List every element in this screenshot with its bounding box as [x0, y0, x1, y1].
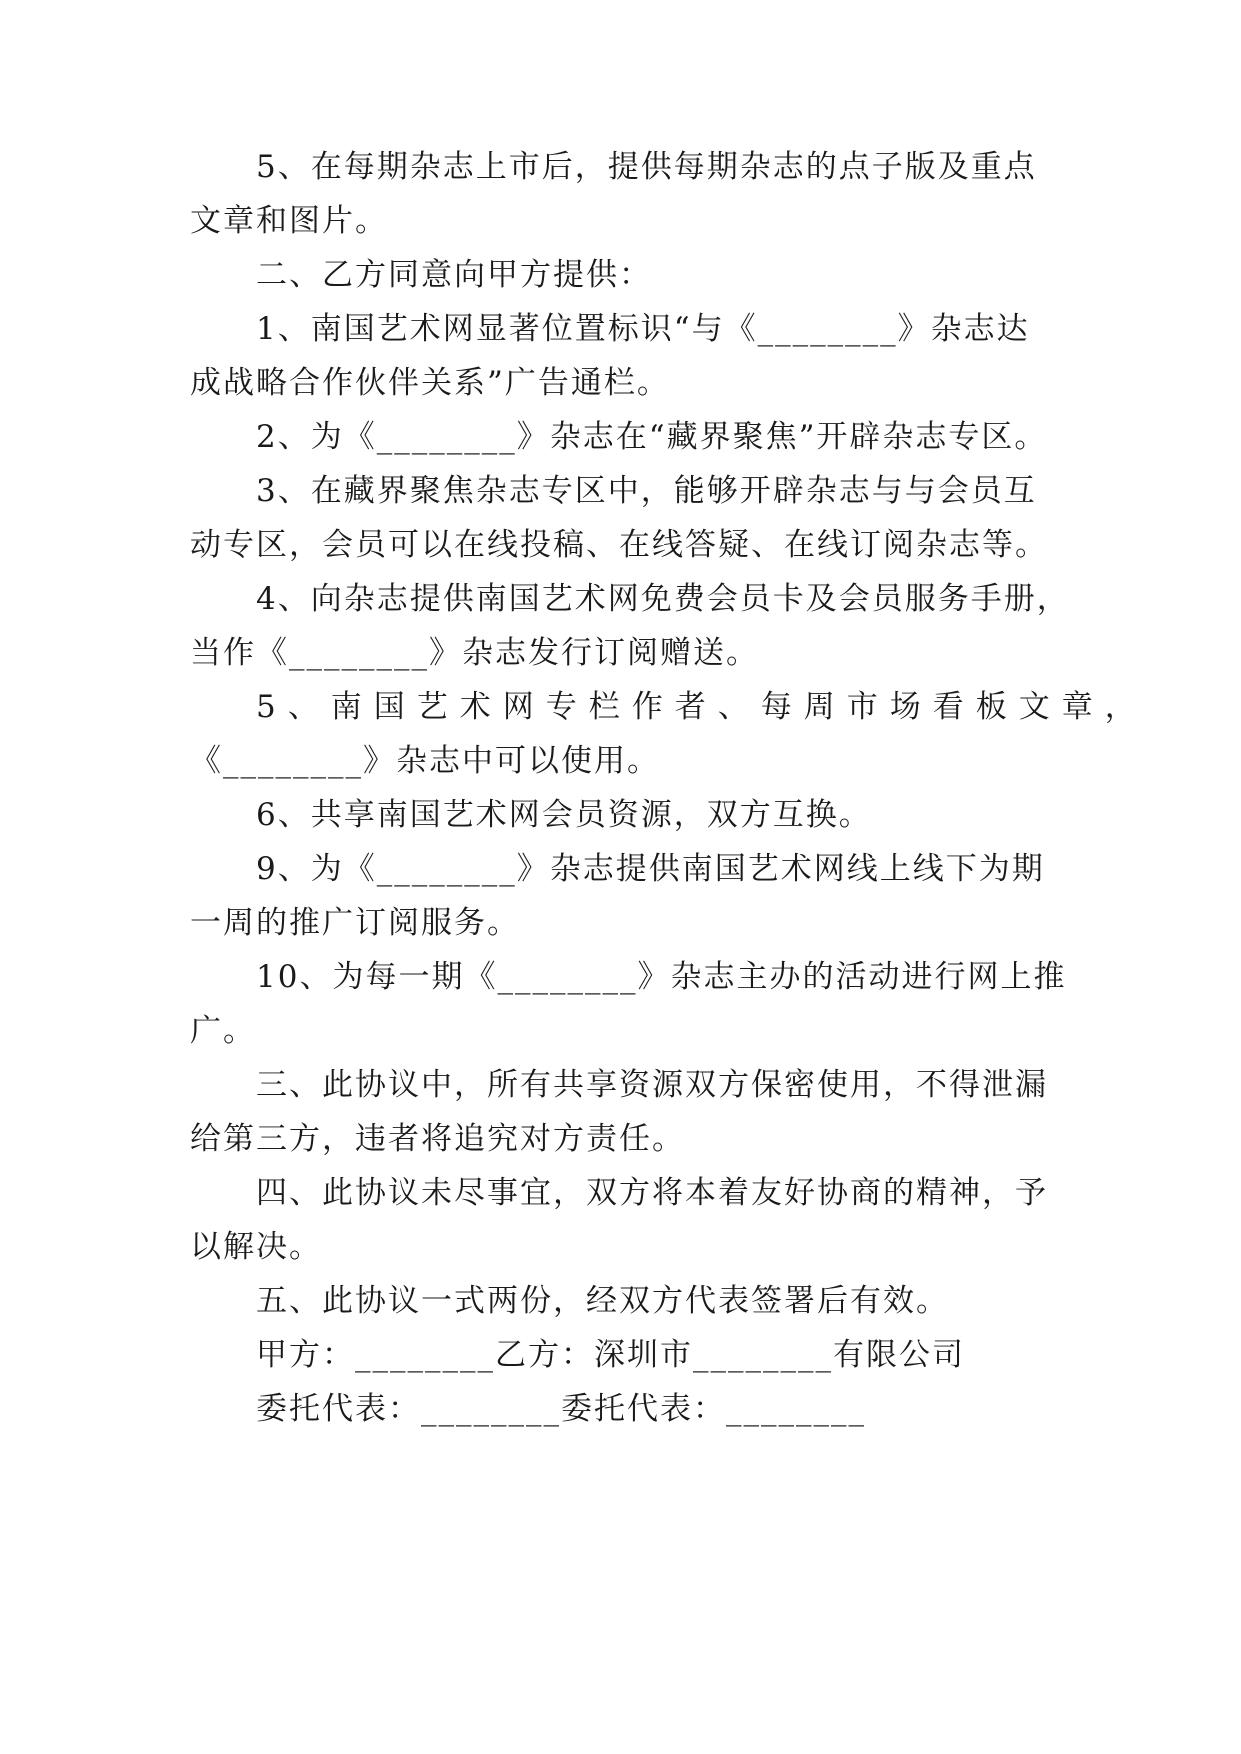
section-heading: 四、此协议未尽事宜，双方将本着友好协商的精神，予	[256, 1175, 1048, 1211]
paragraph-line: 4、向杂志提供南国艺术网免费会员卡及会员服务手册，	[256, 581, 1070, 617]
paragraph-line: 广。	[190, 1013, 256, 1049]
paragraph-line: 文章和图片。	[190, 203, 388, 239]
paragraph-line: 9、为《________》杂志提供南国艺术网线上线下为期	[256, 851, 1045, 887]
paragraph-line: 6、共享南国艺术网会员资源，双方互换。	[256, 797, 872, 833]
paragraph-line: 5、在每期杂志上市后，提供每期杂志的点子版及重点	[256, 149, 1037, 185]
paragraph-line: 10、为每一期《________》杂志主办的活动进行网上推	[256, 959, 1067, 995]
section-heading: 三、此协议中，所有共享资源双方保密使用，不得泄漏	[256, 1067, 1048, 1103]
section-heading: 五、此协议一式两份，经双方代表签署后有效。	[256, 1283, 949, 1319]
signature-representatives-line: 委托代表：________委托代表：________	[256, 1391, 866, 1427]
paragraph-line: 成战略合作伙伴关系”广告通栏。	[190, 365, 670, 401]
paragraph-line: 以解决。	[190, 1229, 322, 1265]
paragraph-line: 1、南国艺术网显著位置标识“与《________》杂志达	[256, 311, 1030, 347]
paragraph-line: 《________》杂志中可以使用。	[190, 743, 660, 779]
paragraph-line: 5、南国艺术网专栏作者、每周市场看板文章，	[256, 689, 1148, 725]
paragraph-line: 动专区，会员可以在线投稿、在线答疑、在线订阅杂志等。	[190, 527, 1048, 563]
paragraph-line: 当作《________》杂志发行订阅赠送。	[190, 635, 759, 671]
paragraph-line: 3、在藏界聚焦杂志专区中，能够开辟杂志与与会员互	[256, 473, 1037, 509]
paragraph-line: 给第三方，违者将追究对方责任。	[190, 1121, 685, 1157]
section-heading: 二、乙方同意向甲方提供：	[256, 257, 652, 293]
signature-parties-line: 甲方：________乙方：深圳市________有限公司	[256, 1337, 965, 1373]
paragraph-line: 一周的推广订阅服务。	[190, 905, 520, 941]
paragraph-line: 2、为《________》杂志在“藏界聚焦”开辟杂志专区。	[256, 419, 1048, 455]
